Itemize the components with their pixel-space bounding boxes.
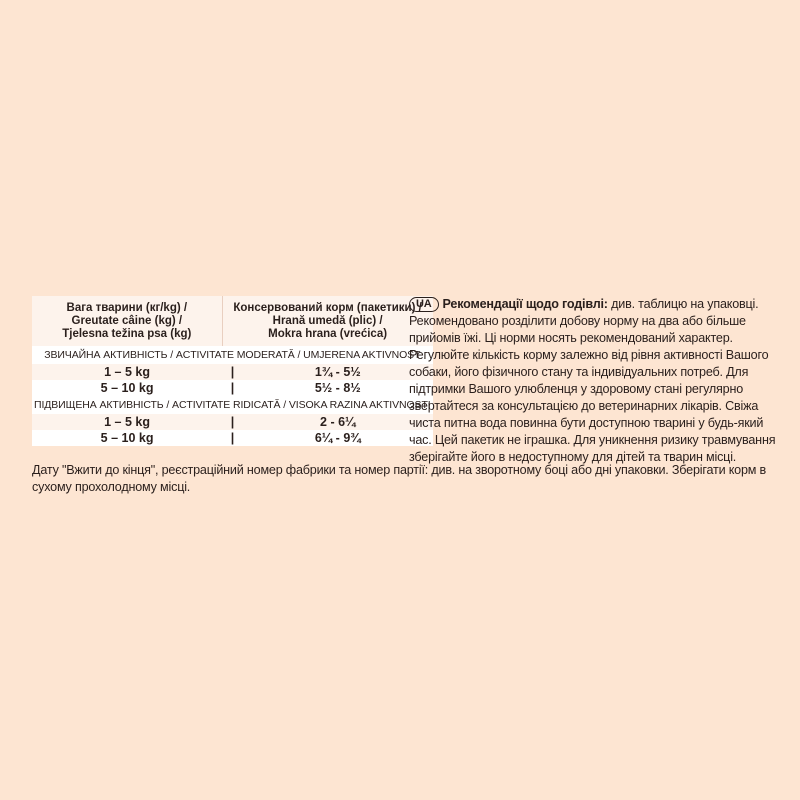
section-title-row <box>32 346 433 364</box>
feeding-table <box>32 296 433 446</box>
section-title-row <box>32 396 433 414</box>
storage-footnote: Дату "Вжити до кінця", реєстраційний номер фабрики та номер партії: див. на зворотному боці або дні упаковки. Зберігати корм в сухому прохолодному місці. <box>32 463 767 494</box>
separator: | <box>222 430 243 446</box>
feeding-instructions <box>409 296 779 466</box>
instructions-body: див. таблицю на упаковці. Рекомендовано розділити добову норму на два або більше прийомів їжі. Ці норми носять рекомендований характер. Регулюйте кількість корму залежно від рівня активності Вашого собаки, його фізичного стану та індивідуальних потреб. Для підтримки Вашого улюбленця у здоровому стані регулярно звертайтеся за консультацією до ветеринарних лікарів. Свіжа чиста питна вода повинна бути доступною тварині у будь-який час. Цей пакетик не іграшка. Для уникнення ризику травмування зберігайте його в недоступному для дітей та тварин місці. <box>409 297 776 464</box>
section-title: ЗВИЧАЙНА АКТИВНІСТЬ / ACTIVITATE MODERATĂ / UMJERENA AKTIVNOST <box>32 346 433 364</box>
header-food <box>222 296 432 346</box>
portion-cell: 6¼ - 9¾ <box>243 430 433 446</box>
header-weight-line: Greutate câine (kg) / <box>71 314 183 327</box>
header-food-line: Hrană umedă (plic) / <box>272 314 383 327</box>
portion-cell: 1¾ - 5½ <box>243 364 433 380</box>
weight-cell: 5 – 10 kg <box>32 430 222 446</box>
section-title: ПІДВИЩЕНА АКТИВНІСТЬ / ACTIVITATE RIDICATĂ / VISOKA RAZINA AKTIVNOSTI <box>32 396 433 414</box>
weight-cell: 5 – 10 kg <box>32 380 222 396</box>
weight-cell: 1 – 5 kg <box>32 414 222 430</box>
weight-cell: 1 – 5 kg <box>32 364 222 380</box>
table-row <box>32 364 433 380</box>
instructions-heading: Рекомендації щодо годівлі: <box>442 297 608 311</box>
table-row <box>32 380 433 396</box>
header-weight-line: Вага тварини (кг/kg) / <box>66 301 188 314</box>
feeding-label <box>32 296 776 506</box>
portion-cell: 2 - 6¼ <box>243 414 433 430</box>
table-row <box>32 430 433 446</box>
separator: | <box>222 380 243 396</box>
language-badge: UA <box>409 297 439 312</box>
header-weight-line: Tjelesna težina psa (kg) <box>62 327 192 340</box>
header-food-line: Консервований корм (пакетики) / <box>233 301 422 314</box>
header-food-line: Mokra hrana (vrećica) <box>268 327 388 340</box>
table-header <box>32 296 433 346</box>
portion-cell: 5½ - 8½ <box>243 380 433 396</box>
separator: | <box>222 414 243 430</box>
header-weight <box>32 296 222 346</box>
table-row <box>32 414 433 430</box>
separator: | <box>222 364 243 380</box>
